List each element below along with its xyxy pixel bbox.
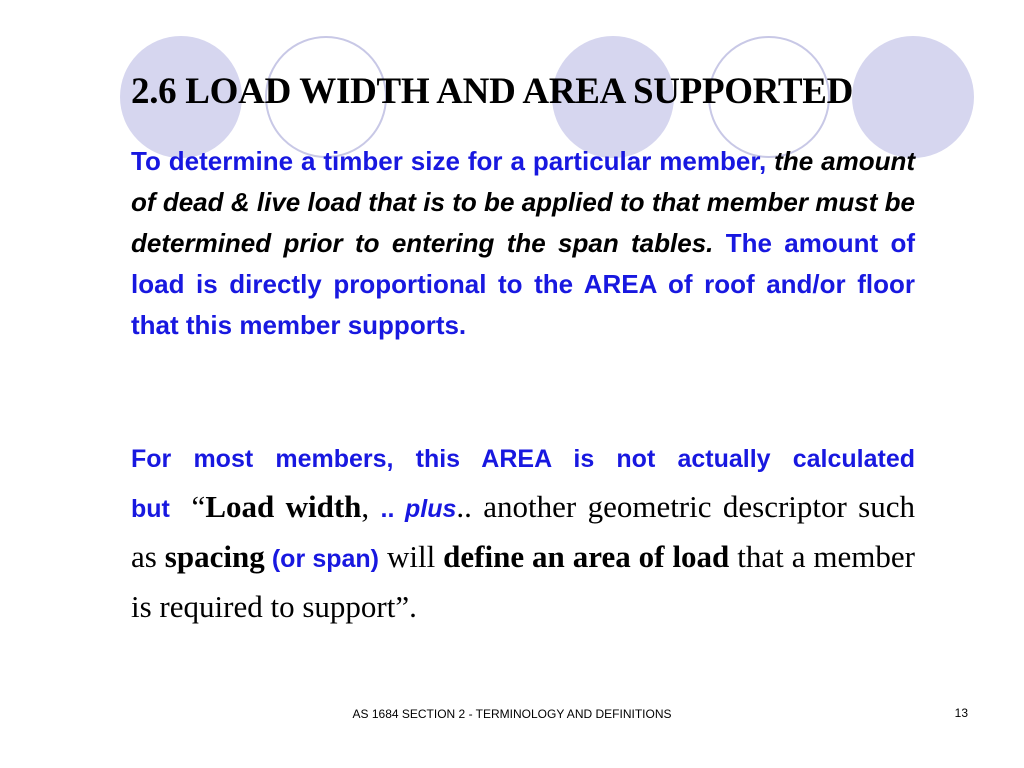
page-number: 13	[954, 706, 968, 720]
dots-1: ..	[380, 495, 395, 523]
will-text: will	[379, 539, 444, 574]
comma: ,	[361, 489, 381, 524]
dots-2: ..	[456, 489, 472, 524]
spacing-term: spacing	[164, 539, 265, 574]
quote-open: “	[191, 489, 206, 524]
paragraph-1-part-3: The amount of load is directly proportional to the AREA of roof and/or floor that this member supports.	[131, 228, 915, 340]
another-text: another geometric descriptor such as	[131, 489, 916, 574]
footer-text: AS 1684 SECTION 2 - TERMINOLOGY AND DEFINITIONS	[352, 707, 672, 721]
load-width-term: Load width	[205, 489, 362, 524]
paragraph-2-intro: For most members, this AREA is not actually calculated but	[131, 445, 915, 523]
plus-term: plus	[394, 495, 457, 523]
or-span-text: (or span)	[264, 545, 380, 573]
slide-title: 2.6 LOAD WIDTH AND AREA SUPPORTED	[131, 71, 854, 112]
define-area-term: define an area of load	[443, 539, 730, 574]
paragraph-2	[131, 435, 915, 632]
paragraph-1-part-1: To determine a timber size for a particular member,	[131, 146, 775, 176]
paragraph-1-part-2: the amount of dead & live load that is to be applied to that member must be determined prior to entering the span tables.	[131, 146, 915, 258]
ending-text: that a member is required to support”.	[131, 539, 915, 624]
paragraph-1	[131, 141, 915, 346]
